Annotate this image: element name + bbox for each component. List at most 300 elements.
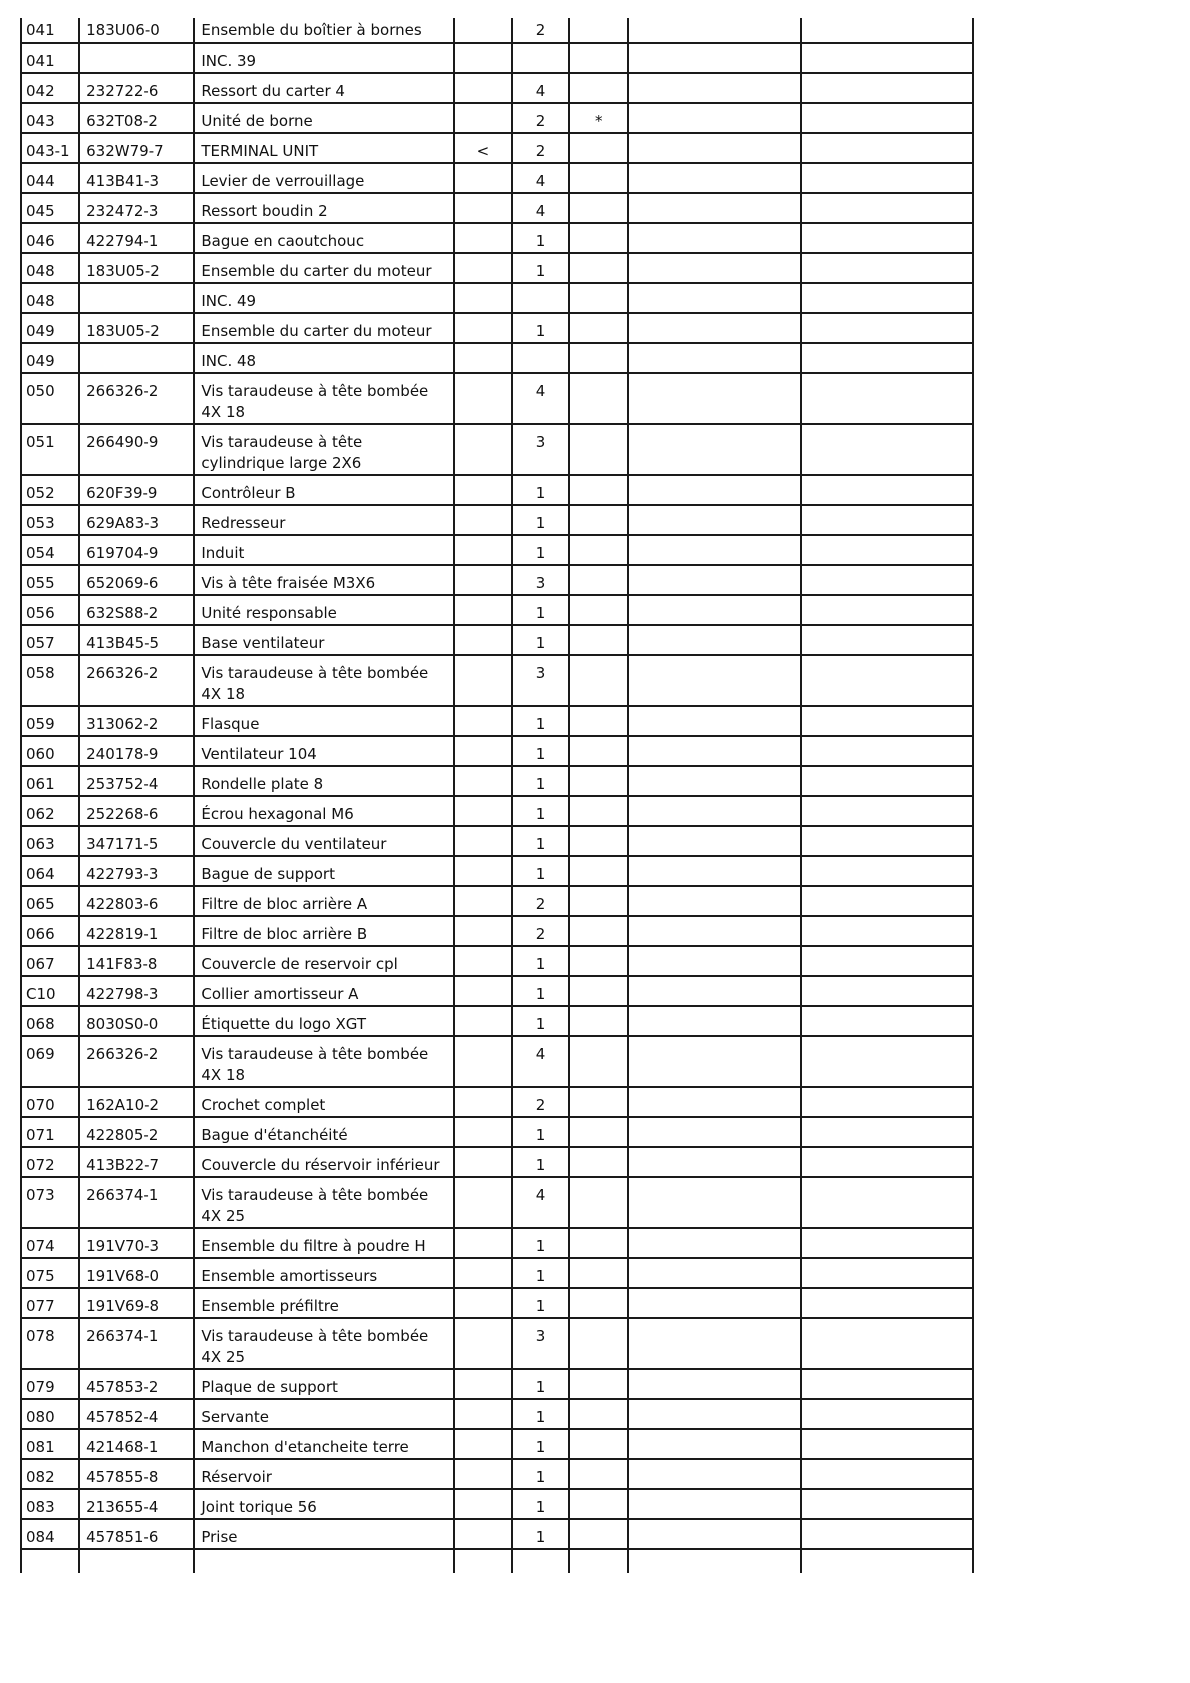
part-number-text: 253752-4 [86,775,159,793]
ref-number-cell [21,283,79,313]
change-mark-text [455,74,511,81]
part-number-cell [79,43,194,73]
ref-number-text: 042 [26,82,55,100]
description-text: Ensemble du carter du moteur [201,322,432,340]
ref-number-text: 062 [26,805,55,823]
part-number-text [86,44,187,51]
blank-cell [628,655,800,706]
note-text [570,887,627,894]
quantity-text: 1 [535,1237,546,1255]
part-number-cell [79,193,194,223]
blank-cell [628,565,800,595]
description-cell [194,766,454,796]
description-cell [194,43,454,73]
part-number-text: 422803-6 [86,895,159,913]
part-number-text: 632W79-7 [86,142,164,160]
ref-number-cell [21,223,79,253]
description-cell [194,1318,454,1369]
quantity-text: 4 [535,82,546,100]
blank-cell [628,1429,800,1459]
blank-cell [801,1288,973,1318]
ref-number-text: 077 [26,1297,55,1315]
description-cell [194,1489,454,1519]
quantity-text: 1 [535,262,546,280]
ref-number-text: 056 [26,604,55,622]
change-mark-text [455,1088,511,1095]
part-number-cell [79,373,194,424]
blank-cell [801,18,973,43]
description-text: Flasque [201,715,260,733]
note-cell [569,133,628,163]
ref-number-text: 065 [26,895,55,913]
ref-number-text: 055 [26,574,55,592]
change-mark-text [455,656,511,663]
blank-cell [628,766,800,796]
change-mark-text [455,314,511,321]
quantity-text [513,284,568,291]
description-text: Bague en caoutchouc [201,232,365,250]
note-cell [569,1228,628,1258]
table-row [21,193,973,223]
ref-number-cell [21,706,79,736]
ref-number-text: 041 [26,21,55,39]
part-number-cell [79,1318,194,1369]
quantity-cell [512,193,569,223]
blank-cell [801,73,973,103]
quantity-text: 1 [535,1297,546,1315]
description-cell [194,976,454,1006]
note-text [570,254,627,261]
note-cell [569,796,628,826]
note-cell [569,1369,628,1399]
ref-number-cell [21,103,79,133]
note-text [570,737,627,744]
description-cell [194,625,454,655]
part-number-cell [79,625,194,655]
ref-number-cell [21,343,79,373]
table-row [21,1087,973,1117]
description-text: Joint torique 56 [201,1498,317,1516]
quantity-text: 1 [535,1408,546,1426]
ref-number-text: 049 [26,322,55,340]
ref-number-cell [21,1006,79,1036]
description-text: Vis taraudeuse à tête bombée 4X 18 [201,382,429,421]
change-mark-text [455,104,511,111]
change-mark-cell [454,1429,512,1459]
table-row [21,946,973,976]
note-text [570,626,627,633]
note-cell [569,163,628,193]
blank-cell [801,163,973,193]
quantity-text: 4 [535,382,546,400]
table-row [21,625,973,655]
ref-number-text: 082 [26,1468,55,1486]
ref-number-text: 043 [26,112,55,130]
description-cell [194,283,454,313]
change-mark-text [455,947,511,954]
part-number-cell [79,595,194,625]
ref-number-cell [21,1288,79,1318]
blank-cell [628,625,800,655]
quantity-cell [512,1369,569,1399]
change-mark-cell [454,1459,512,1489]
blank-cell [801,1399,973,1429]
table-row [21,856,973,886]
description-text: Vis taraudeuse à tête cylindrique large 2X6 [201,433,363,472]
quantity-cell [512,1036,569,1087]
ref-number-text: 045 [26,202,55,220]
description-text: Redresseur [201,514,286,532]
part-number-cell [79,505,194,535]
table-row [21,736,973,766]
quantity-cell [512,1318,569,1369]
table-row [21,1318,973,1369]
quantity-cell [512,1117,569,1147]
note-cell [569,43,628,73]
change-mark-text [455,1178,511,1185]
part-number-cell [79,796,194,826]
quantity-text: 1 [535,514,546,532]
blank-cell [628,253,800,283]
table-row [21,796,973,826]
change-mark-text [455,1319,511,1326]
blank-cell [628,946,800,976]
change-mark-text [455,797,511,804]
description-cell [194,1429,454,1459]
quantity-text: 4 [535,202,546,220]
note-cell [569,1006,628,1036]
description-cell [194,1549,454,1573]
ref-number-cell [21,625,79,655]
note-text [570,374,627,381]
change-mark-text [455,566,511,573]
note-cell [569,1399,628,1429]
note-text [570,134,627,141]
quantity-text: 1 [535,955,546,973]
description-text: Ventilateur 104 [201,745,317,763]
ref-number-cell [21,505,79,535]
blank-cell [801,595,973,625]
blank-cell [801,424,973,475]
quantity-text: 1 [535,604,546,622]
change-mark-cell [454,1399,512,1429]
part-number-cell [79,73,194,103]
note-text [570,74,627,81]
note-text [570,1370,627,1377]
part-number-text: 232472-3 [86,202,159,220]
note-text [570,1259,627,1266]
ref-number-cell [21,1429,79,1459]
table-row [21,1459,973,1489]
description-text: Base ventilateur [201,634,325,652]
quantity-cell [512,1288,569,1318]
part-number-cell [79,1117,194,1147]
change-mark-text [455,536,511,543]
table-row [21,18,973,43]
change-mark-cell [454,1288,512,1318]
description-text: Vis taraudeuse à tête bombée 4X 18 [201,664,429,703]
note-text [570,1460,627,1467]
part-number-cell [79,1288,194,1318]
description-text: Filtre de bloc arrière B [201,925,368,943]
description-text: Couvercle de reservoir cpl [201,955,398,973]
blank-cell [801,1459,973,1489]
part-number-cell [79,253,194,283]
blank-cell [801,1258,973,1288]
blank-cell [628,595,800,625]
blank-cell [801,856,973,886]
note-text [570,767,627,774]
quantity-text: 2 [535,925,546,943]
note-cell [569,976,628,1006]
note-text [570,536,627,543]
blank-cell [801,976,973,1006]
part-number-text: 213655-4 [86,1498,159,1516]
quantity-text: 2 [535,142,546,160]
note-cell [569,1117,628,1147]
quantity-text [513,44,568,51]
blank-cell [801,625,973,655]
part-number-text: 183U05-2 [86,262,160,280]
quantity-text: 1 [535,634,546,652]
part-number-text: 422819-1 [86,925,159,943]
part-number-cell [79,1459,194,1489]
ref-number-text: 068 [26,1015,55,1033]
part-number-text: 457851-6 [86,1528,159,1546]
change-mark-cell [454,736,512,766]
change-mark-text [455,194,511,201]
blank-cell [801,796,973,826]
part-number-text: 457855-8 [86,1468,159,1486]
ref-number-text: 080 [26,1408,55,1426]
part-number-cell [79,1429,194,1459]
part-number-cell [79,856,194,886]
quantity-text: 1 [535,745,546,763]
blank-cell [801,1369,973,1399]
ref-number-cell [21,1399,79,1429]
blank-cell [801,1318,973,1369]
note-cell [569,103,628,133]
note-cell [569,1549,628,1573]
quantity-cell [512,655,569,706]
ref-number-text: 060 [26,745,55,763]
change-mark-cell [454,976,512,1006]
description-cell [194,1087,454,1117]
change-mark-cell [454,1258,512,1288]
note-text [570,224,627,231]
description-cell [194,946,454,976]
part-number-text: 422798-3 [86,985,159,1003]
change-mark-text: < [476,142,490,160]
change-mark-cell [454,655,512,706]
description-text: Levier de verrouillage [201,172,365,190]
table-row [21,253,973,283]
description-text: Écrou hexagonal M6 [201,805,354,823]
part-number-cell [79,133,194,163]
blank-cell [628,796,800,826]
change-mark-cell [454,193,512,223]
note-cell [569,1459,628,1489]
change-mark-cell [454,133,512,163]
part-number-cell [79,766,194,796]
change-mark-cell [454,43,512,73]
change-mark-cell [454,1036,512,1087]
blank-cell [801,1519,973,1549]
change-mark-text [455,18,511,20]
change-mark-cell [454,343,512,373]
change-mark-cell [454,424,512,475]
ref-number-cell [21,886,79,916]
note-text [570,164,627,171]
part-number-text: 413B22-7 [86,1156,160,1174]
change-mark-text [455,767,511,774]
change-mark-text [455,1259,511,1266]
parts-table [20,18,974,1573]
note-cell [569,1258,628,1288]
change-mark-cell [454,706,512,736]
part-number-text: 422794-1 [86,232,159,250]
change-mark-cell [454,625,512,655]
description-text: Réservoir [201,1468,272,1486]
note-cell [569,826,628,856]
change-mark-cell [454,1117,512,1147]
change-mark-text [455,476,511,483]
ref-number-text: 079 [26,1378,55,1396]
quantity-cell [512,976,569,1006]
part-number-cell [79,946,194,976]
change-mark-text [455,374,511,381]
change-mark-text [455,254,511,261]
description-cell [194,535,454,565]
description-cell [194,253,454,283]
quantity-text: 1 [535,544,546,562]
table-row [21,886,973,916]
blank-cell [801,43,973,73]
ref-number-text: 049 [26,352,55,370]
ref-number-text: 046 [26,232,55,250]
description-text: Ensemble amortisseurs [201,1267,378,1285]
change-mark-cell [454,475,512,505]
part-number-text: 266374-1 [86,1327,159,1345]
blank-cell [628,736,800,766]
quantity-cell [512,373,569,424]
quantity-text: 1 [535,985,546,1003]
blank-cell [801,766,973,796]
quantity-text: 1 [535,1126,546,1144]
part-number-cell [79,706,194,736]
ref-number-text: 069 [26,1045,55,1063]
part-number-cell [79,1228,194,1258]
description-cell [194,595,454,625]
description-text: Collier amortisseur A [201,985,359,1003]
note-text [570,1550,627,1557]
ref-number-text: 078 [26,1327,55,1345]
note-cell [569,595,628,625]
change-mark-text [455,1289,511,1296]
table-row [21,595,973,625]
note-cell [569,565,628,595]
quantity-text: 1 [535,775,546,793]
change-mark-text [455,164,511,171]
part-number-text: 141F83-8 [86,955,158,973]
part-number-cell [79,1369,194,1399]
note-text [570,44,627,51]
change-mark-text [455,425,511,432]
blank-cell [628,1288,800,1318]
quantity-text: 1 [535,322,546,340]
change-mark-cell [454,18,512,43]
description-text: INC. 48 [201,352,257,370]
part-number-cell [79,1006,194,1036]
blank-cell [628,475,800,505]
ref-number-cell [21,1549,79,1573]
description-cell [194,1036,454,1087]
description-cell [194,1519,454,1549]
change-mark-text [455,44,511,51]
table-row [21,283,973,313]
part-number-cell [79,424,194,475]
ref-number-text: 053 [26,514,55,532]
description-text: Bague d'étanchéité [201,1126,348,1144]
quantity-text: 1 [535,1498,546,1516]
description-cell [194,475,454,505]
change-mark-text [455,626,511,633]
ref-number-cell [21,424,79,475]
part-number-text: 191V70-3 [86,1237,160,1255]
quantity-cell [512,856,569,886]
blank-cell [801,253,973,283]
change-mark-text [455,224,511,231]
ref-number-text: 048 [26,262,55,280]
change-mark-cell [454,103,512,133]
description-cell [194,223,454,253]
blank-cell [801,505,973,535]
quantity-cell [512,343,569,373]
part-number-text: 8030S0-0 [86,1015,159,1033]
ref-number-cell [21,1087,79,1117]
ref-number-cell [21,1228,79,1258]
quantity-text: 2 [535,1096,546,1114]
note-cell [569,424,628,475]
description-text: Couvercle du réservoir inférieur [201,1156,440,1174]
change-mark-text [455,707,511,714]
note-cell [569,766,628,796]
change-mark-text [455,1370,511,1377]
ref-number-cell [21,1036,79,1087]
quantity-cell [512,103,569,133]
part-number-text: 620F39-9 [86,484,158,502]
table-row [21,1549,973,1573]
change-mark-text [455,1229,511,1236]
change-mark-text [455,887,511,894]
note-text [570,797,627,804]
part-number-cell [79,736,194,766]
part-number-text [86,284,187,291]
blank-cell [628,505,800,535]
change-mark-text [455,1118,511,1125]
description-cell [194,1399,454,1429]
part-number-text: 240178-9 [86,745,159,763]
ref-number-cell [21,1147,79,1177]
blank-cell [801,103,973,133]
blank-cell [628,1318,800,1369]
part-number-text: 162A10-2 [86,1096,160,1114]
quantity-cell [512,706,569,736]
note-text [570,1400,627,1407]
ref-number-text: 067 [26,955,55,973]
note-cell [569,625,628,655]
note-cell [569,283,628,313]
